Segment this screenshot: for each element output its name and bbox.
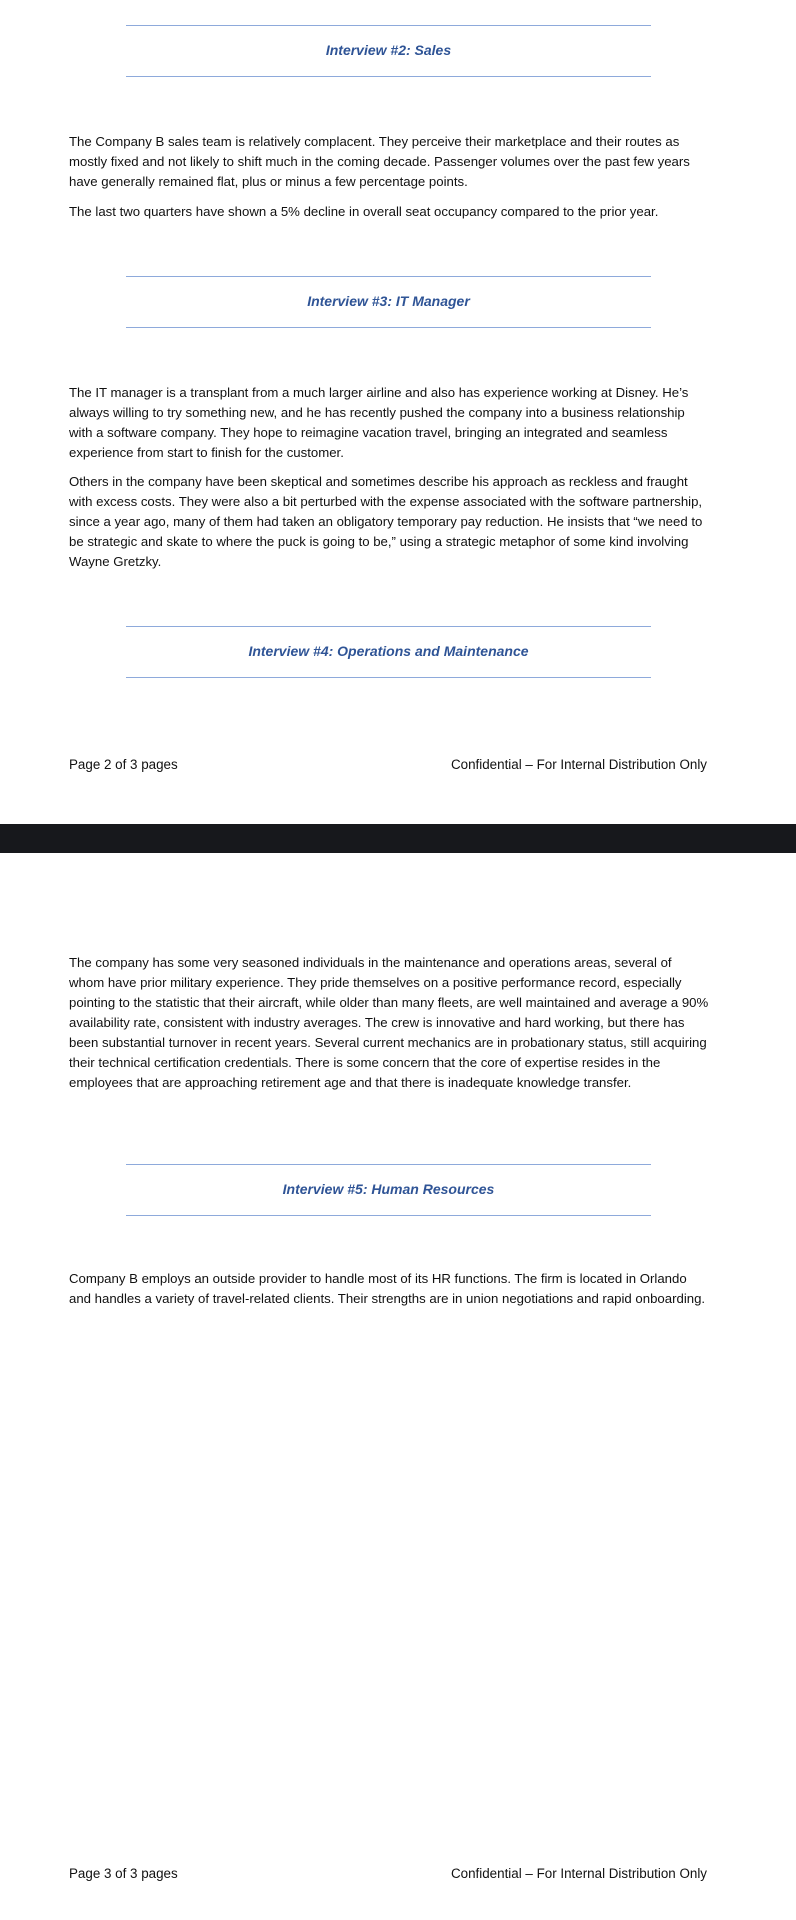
- document-page-2: [0, 0, 796, 824]
- section-heading-operations: [126, 626, 651, 678]
- paragraph: The IT manager is a transplant from a much larger airline and also has experience working at Disney. He’s always willing to try something new, and he has recently pushed the company into a business relationship with a software company. They hope to reimagine vacation travel, bringing an integrated and seamless experience from start to finish for the customer.: [69, 385, 689, 460]
- paragraph: Others in the company have been skeptical and sometimes describe his approach as reckless and fraught with excess costs. They were also a bit perturbed with the expense associated with the software partnership, since a year ago, many of them had taken an obligatory temporary pay reduction. He insists that “we need to be strategic and skate to where the puck is going to be,” using a strategic metaphor of some kind involving Wayne Gretzky.: [69, 474, 703, 569]
- paragraph: The Company B sales team is relatively complacent. They perceive their marketplace and their routes as mostly fixed and not likely to shift much in the coming decade. Passenger volumes over the past few years have generally remained flat, plus or minus a few percentage points.: [69, 134, 690, 189]
- page-number: Page 2 of 3 pages: [69, 757, 178, 772]
- section-heading-sales: [126, 25, 651, 77]
- paragraph: The company has some very seasoned individuals in the maintenance and operations areas, several of whom have prior military experience. They pride themselves on a positive performance record, especially pointing to the statistic that their aircraft, while older than many fleets, are well maintained and average a 90% availability rate, consistent with industry averages. The crew is innovative and hard working, but there has been substantial turnover in recent years. Several current mechanics are in probationary status, still acquiring their technical certification credentials. There is some concern that the core of expertise resides in the employees that are approaching retirement age and that there is inadequate knowledge transfer.: [69, 955, 709, 1090]
- heading-text: Interview #3: IT Manager: [307, 293, 470, 309]
- heading-text: Interview #4: Operations and Maintenance: [248, 643, 529, 659]
- paragraph: Company B employs an outside provider to handle most of its HR functions. The firm is located in Orlando and handles a variety of travel-related clients. Their strengths are in union negotiations and rapid onboarding.: [69, 1271, 706, 1306]
- confidential-notice: Confidential – For Internal Distribution Only: [450, 1866, 707, 1881]
- paragraph: The last two quarters have shown a 5% decline in overall seat occupancy compared to the prior year.: [69, 204, 659, 219]
- page-separator: [0, 824, 796, 853]
- section-heading-it-manager: [126, 276, 651, 328]
- document-page-3: [0, 853, 796, 1920]
- heading-text: Interview #5: Human Resources: [282, 1181, 495, 1197]
- confidential-notice: Confidential – For Internal Distribution Only: [450, 757, 707, 772]
- section-heading-human-resources: [126, 1164, 651, 1216]
- page-number: Page 3 of 3 pages: [69, 1866, 178, 1881]
- heading-text: Interview #2: Sales: [325, 42, 452, 58]
